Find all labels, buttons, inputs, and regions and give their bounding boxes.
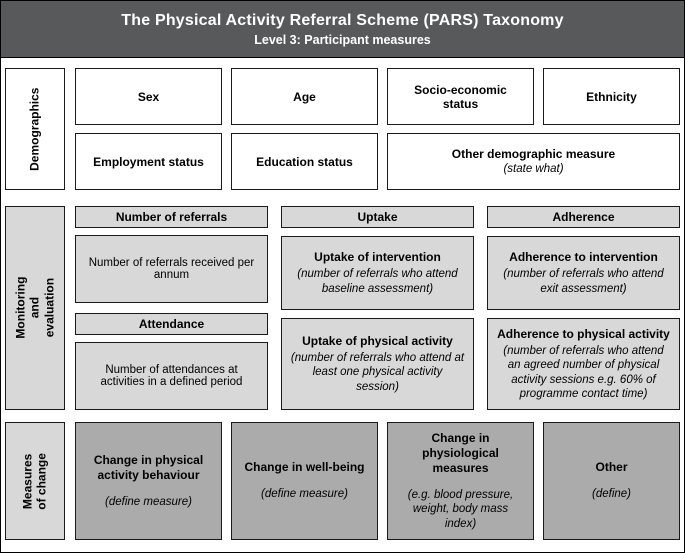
box-label: Adherence xyxy=(552,210,615,224)
box-note: (define) xyxy=(592,488,631,501)
box-note: (number of referrals who attend at least one physical activity session) xyxy=(290,351,465,393)
box-sex xyxy=(75,68,222,125)
diagram-header xyxy=(1,1,684,58)
diagram-title: The Physical Activity Referral Scheme (PARS) Taxonomy xyxy=(121,11,564,29)
box-note: (define measure) xyxy=(261,488,348,501)
box-label: Age xyxy=(293,89,316,104)
box-note: (define measure) xyxy=(105,495,192,508)
box-adherence-to-physical-activity xyxy=(487,318,680,410)
box-title: Adherence to physical activity xyxy=(497,326,670,341)
box-title: Uptake of intervention xyxy=(314,250,441,265)
box-employment-status xyxy=(75,133,222,190)
box-note: (e.g. blood pressure, weight, body mass index) xyxy=(407,488,514,530)
box-age xyxy=(231,68,378,125)
box-other-demographic-measure xyxy=(387,133,680,190)
box-title: Change in physical activity behaviour xyxy=(93,452,204,482)
box-change-physiological-measures xyxy=(387,422,534,540)
box-other-measure xyxy=(543,422,680,540)
box-change-physical-activity-behaviour xyxy=(75,422,222,540)
box-education-status xyxy=(231,133,378,190)
diagram-subtitle: Level 3: Participant measures xyxy=(254,32,431,47)
box-label: Socio-economic status xyxy=(414,82,507,111)
demographics-label: Demographics xyxy=(27,87,42,171)
section-monitoring-evaluation xyxy=(5,206,680,410)
box-socio-economic-status xyxy=(387,68,534,125)
box-label: Sex xyxy=(137,89,160,104)
box-uptake-header xyxy=(281,206,474,228)
box-label: Employment status xyxy=(93,154,204,169)
box-title: Uptake of physical activity xyxy=(302,333,453,348)
measures-grid xyxy=(75,422,680,540)
monitoring-grid xyxy=(75,206,680,410)
demographics-grid xyxy=(75,68,680,190)
box-attendance-body xyxy=(75,342,268,410)
box-label: Education status xyxy=(256,154,353,169)
box-label: Uptake xyxy=(357,210,398,224)
box-uptake-of-physical-activity xyxy=(281,318,474,410)
demographics-row-2 xyxy=(75,133,680,190)
box-label: Attendance xyxy=(138,317,205,331)
section-measures-of-change xyxy=(5,422,680,540)
box-note: (state what) xyxy=(503,162,564,175)
box-number-of-referrals-body xyxy=(75,235,268,303)
box-label: Number of referrals xyxy=(115,210,228,224)
measures-label: Measures of change xyxy=(20,452,49,510)
monitoring-label-box xyxy=(5,206,65,410)
box-title: Other demographic measure xyxy=(451,146,616,161)
monitoring-label: Monitoring and evaluation xyxy=(13,277,57,339)
box-adherence-to-intervention xyxy=(487,236,680,310)
box-note: (number of referrals who attend baseline assessment) xyxy=(297,268,458,295)
box-label: Ethnicity xyxy=(586,89,637,104)
monitoring-column-adherence xyxy=(487,206,680,410)
box-title: Change in well-being xyxy=(244,460,365,475)
monitoring-column-uptake xyxy=(281,206,474,410)
box-ethnicity xyxy=(543,68,680,125)
monitoring-column-referrals xyxy=(75,206,268,410)
box-adherence-header xyxy=(487,206,680,228)
box-number-of-referrals-header xyxy=(75,206,268,228)
section-demographics xyxy=(5,68,680,190)
box-title: Other xyxy=(595,460,628,475)
box-title: Change in physiological measures xyxy=(422,430,499,475)
demographics-label-box xyxy=(5,68,65,190)
box-text: Number of referrals received per annum xyxy=(88,257,255,281)
box-attendance-header xyxy=(75,313,268,335)
box-note: (number of referrals who attend an agreed number of physical activity sessions e.g. 60% of programme contact time) xyxy=(503,344,664,400)
box-note: (number of referrals who attend exit assessment) xyxy=(503,268,664,295)
box-uptake-of-intervention xyxy=(281,236,474,310)
measures-label-box xyxy=(5,422,65,540)
box-title: Adherence to intervention xyxy=(509,250,658,265)
box-change-well-being xyxy=(231,422,378,540)
demographics-row-1 xyxy=(75,68,680,125)
box-text: Number of attendances at activities in a defined period xyxy=(100,364,243,388)
